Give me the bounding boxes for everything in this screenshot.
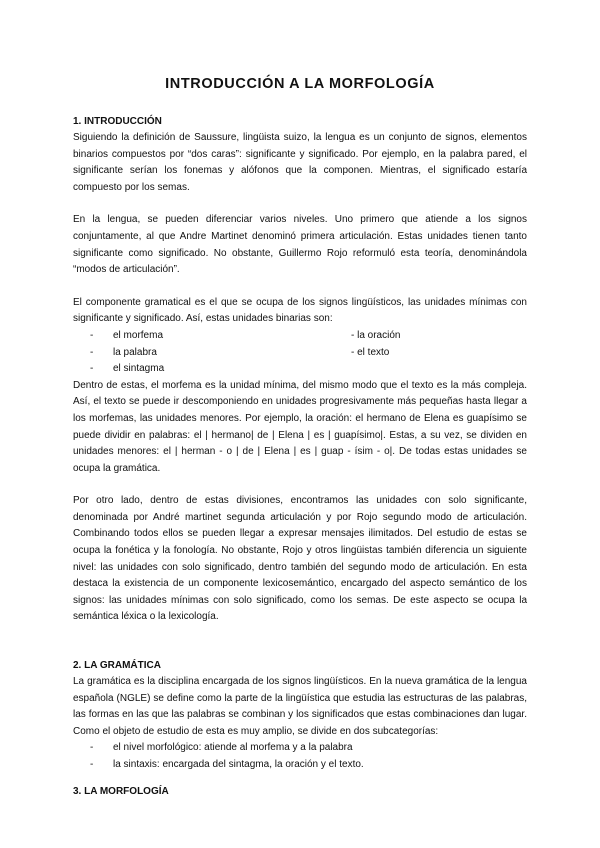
section-heading-gramatica: 2. LA GRAMÁTICA xyxy=(73,660,161,672)
list-item: - la palabra - el texto xyxy=(90,346,390,358)
paragraph: La gramática es la disciplina encargada de los signos lingüísticos. En la nueva gramática de la lengua española (NGLE) se define como la parte de la lingüística que estudia las estructuras de las palabras, las formas en las que las palabras se combinan y los significados que estas combinaciones dan lugar. Como el objeto de estudio de esta es muy amplio, se divide en dos subcategorías: xyxy=(73,676,527,737)
units-list xyxy=(73,328,527,378)
subcategories-list xyxy=(73,740,527,773)
section-heading-morfologia: 3. LA MORFOLOGÍA xyxy=(73,785,169,797)
list-item: - el nivel morfológico: atiende al morfema y a la palabra xyxy=(90,742,353,754)
section-heading-introduccion: 1. INTRODUCCIÓN xyxy=(73,116,162,127)
document-title: INTRODUCCIÓN A LA MORFOLOGÍA xyxy=(165,76,435,92)
list-item: - el sintagma xyxy=(90,363,165,375)
paragraph: En la lengua, se pueden diferenciar varios niveles. Uno primero que atiende a los signos conjuntamente, al que Andre Martinet denominó primera articulación. Estas unidades tienen tanto significante como significado. No obstante, Guillermo Rojo reformuló esta teoría, denominándola “modos de articulación”. xyxy=(73,214,527,276)
paragraph: Dentro de estas, el morfema es la unidad mínima, del mismo modo que el texto es la más compleja. Así, el texto se puede ir descomponiendo en unidades progresivamente más pequeñas hasta llegar a los morfemas, las unidades menores. Por ejemplo, la oración: el hermano de Elena es guapísimo se puede dividir en palabras: el | hermano| de | Elena | es | guapísimo|. Estas, a su vez, se dividen en unidades menores: el | herman - o | de | Elena | es | guap - ísim - o|. De todas estas unidades se ocupa la gramática. xyxy=(73,379,527,474)
list-item: - el morfema - la oración xyxy=(90,329,401,341)
paragraph: El componente gramatical es el que se ocupa de los signos lingüísticos, las unidades mínimas con significante y significado. Así, estas unidades binarias son: xyxy=(73,296,527,325)
list-item: - la sintaxis: encargada del sintagma, la oración y el texto. xyxy=(90,759,364,770)
paragraph: Por otro lado, dentro de estas divisiones, encontramos las unidades con solo significante, denominada por André martinet segunda articulación y por Rojo segundo modo de articulación. Combinando todos ellos se pueden llegar a expresar mensajes ilimitados. Del estudio de estas se ocupa la fonética y la fonología. No obstante, Rojo y otros lingüistas también diferencia un siguiente nivel: las unidades con solo significado, dentro también del segundo modo de articulación. En esta destaca la existencia de un componente lexicosemántico, encargado del aspecto semántico de los signos: las unidades mínimas con solo significado, como los semas. De este aspecto se ocupa la semántica léxica o la lexicología. xyxy=(73,495,527,623)
paragraph: Siguiendo la definición de Saussure, lingüista suizo, la lengua es un conjunto de signos, elementos binarios compuestos por “dos caras”: significante y significado. Por ejemplo, en la palabra pared, el significante serían los fonemas y alófonos que la componen. Mientras, el significado estaría compuesto por los semas. xyxy=(73,132,527,193)
